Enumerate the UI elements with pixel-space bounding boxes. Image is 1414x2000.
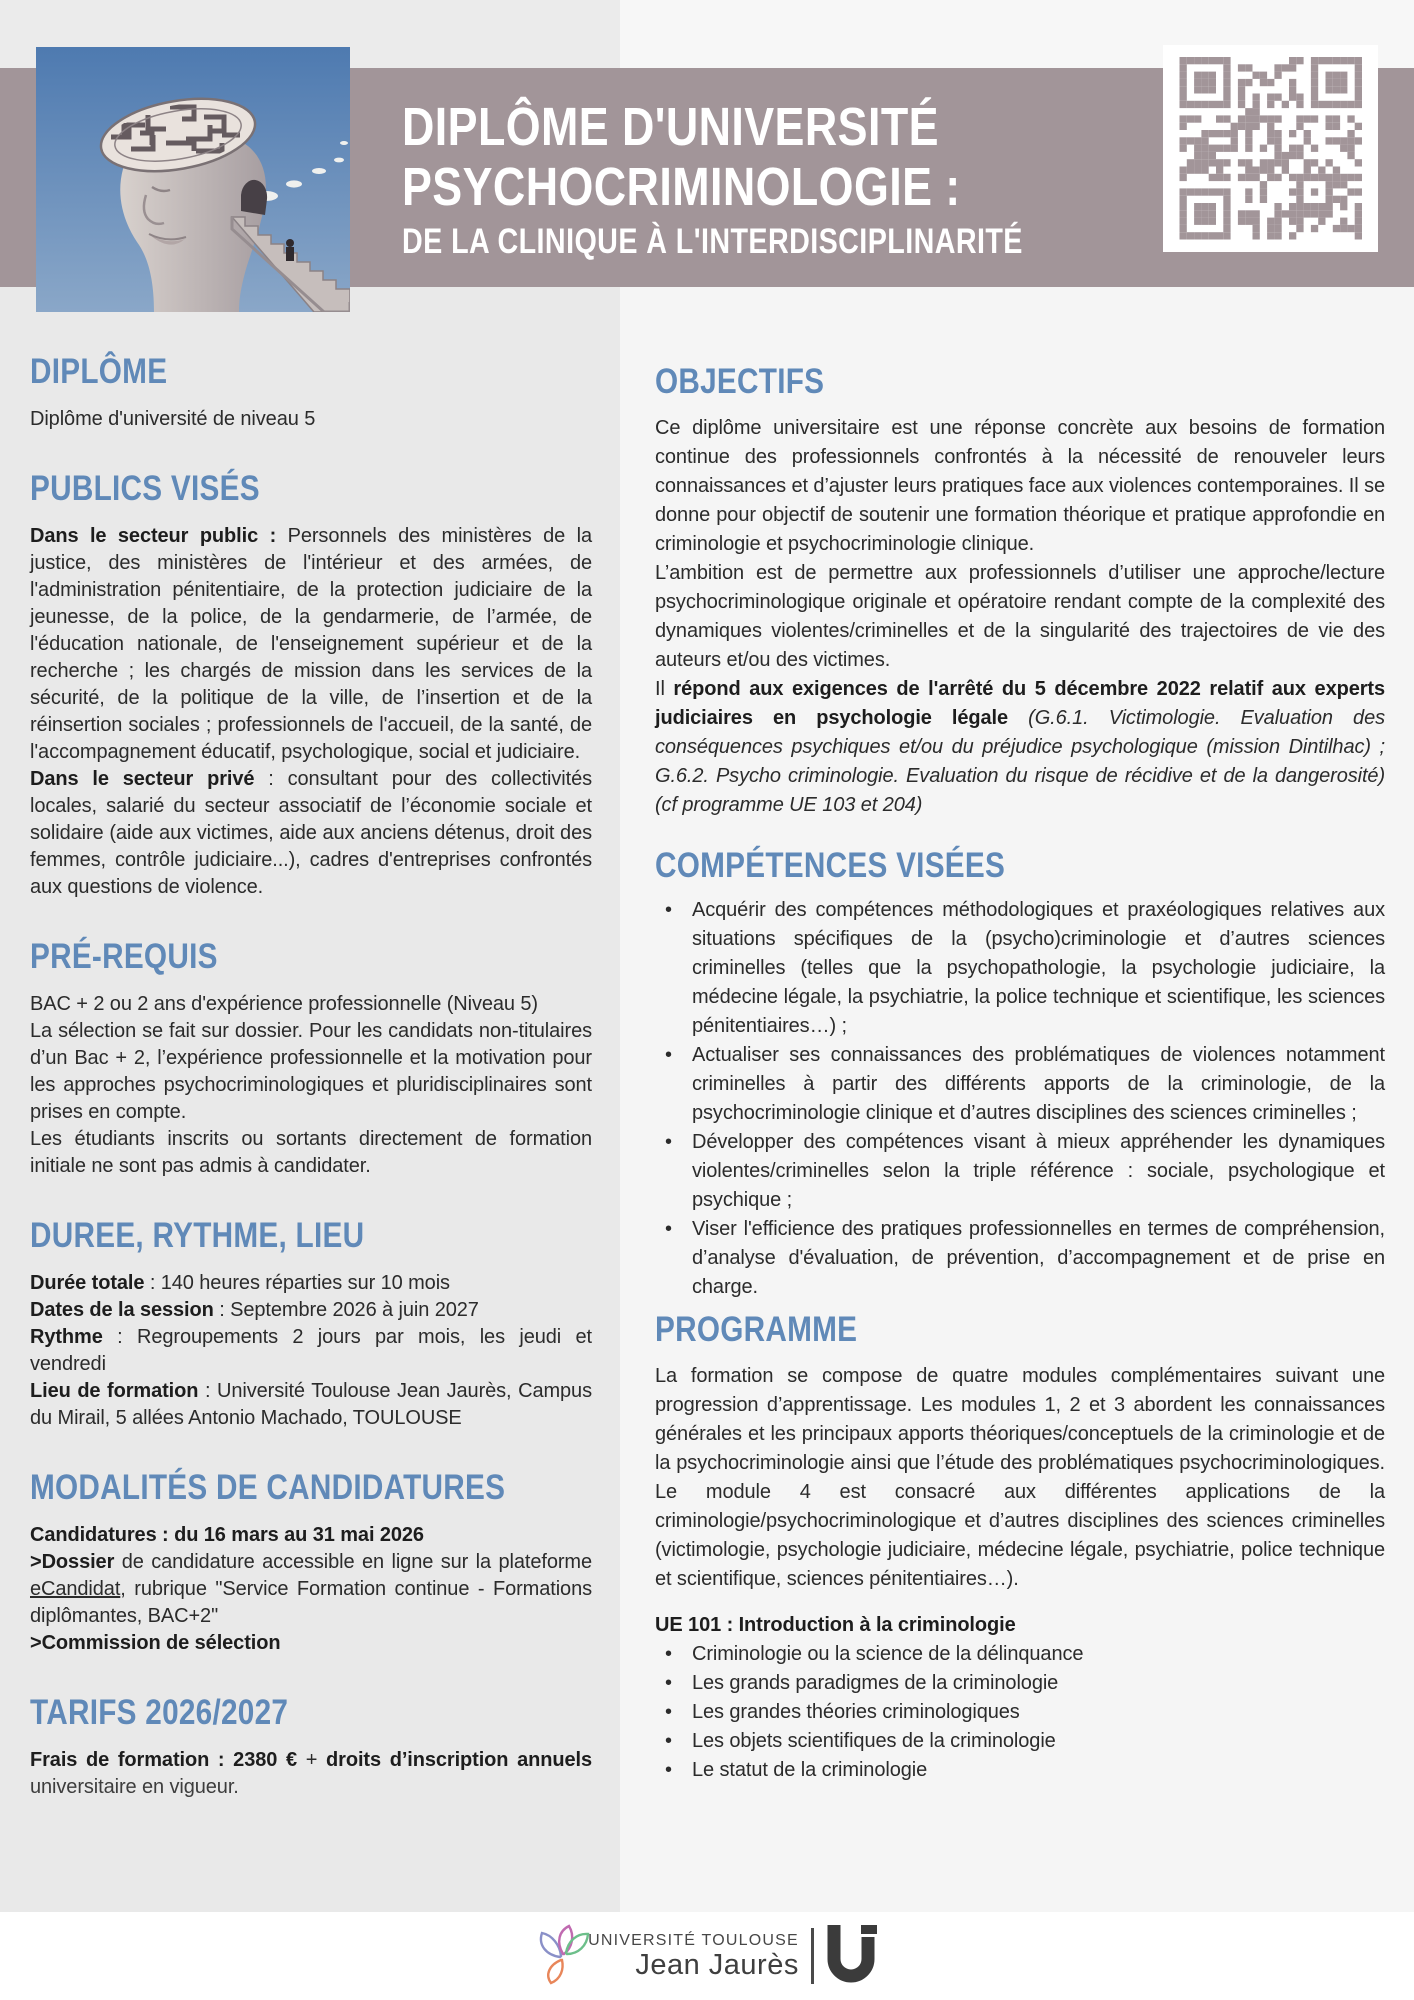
duree-row-rythme: [30, 1324, 592, 1378]
modalites-commission: [30, 1630, 592, 1657]
ecandidat-link[interactable]: eCandidat: [30, 1578, 121, 1600]
tarifs-suite: universitaire en vigueur.: [30, 1776, 239, 1798]
publics-public-label: Dans le secteur public :: [30, 525, 277, 547]
dossier-text: de candidature accessible en ligne sur la plateforme: [114, 1551, 592, 1573]
university-wordmark: [588, 1932, 799, 1980]
objectifs-paragraph2: L’ambition est de permettre aux professionnels d’utiliser une approche/lecture psychocriminologique originale et opératoire rendant compte de la complexité des dynamiques violentes/criminelles et de la singularité des trajectoires de vie des auteurs et/ou des victimes.: [655, 562, 1385, 671]
list-item: • Les objets scientifiques de la criminologie: [655, 1727, 1385, 1756]
list-item: • Développer des compétences visant à mieux appréhender les dynamiques violentes/criminelles selon la triple référence : sociale, psychologique et psychique ;: [655, 1128, 1385, 1215]
qr-code: [1163, 45, 1378, 252]
university-logo: [536, 1923, 878, 1990]
list-item: • Les grands paradigmes de la criminologie: [655, 1669, 1385, 1698]
tarifs-frais: Frais de formation : 2380 €: [30, 1749, 298, 1771]
list-item: • Le statut de la criminologie: [655, 1756, 1385, 1785]
tarifs-plus: +: [297, 1749, 327, 1771]
modalites-dates-text: Candidatures : du 16 mars au 31 mai 2026: [30, 1524, 424, 1546]
modalites-dossier: [30, 1549, 592, 1630]
tarifs-text: [30, 1747, 592, 1801]
objectifs-arrete: répond aux exigences de l'arrêté du 5 décembre 2022 relatif aux experts judiciaires en psychologie légale: [655, 678, 1385, 729]
duree-label: Dates de la session: [30, 1299, 214, 1321]
section-title-publics: PUBLICS VISÉS: [30, 469, 260, 508]
duree-label: Lieu de formation: [30, 1380, 199, 1402]
list-item: • Actualiser ses connaissances des problématiques de violences notamment criminelles à partir des différents apports de la criminologie, de la psychocriminologie clinique et d’autres disciplines des sciences criminelles ;: [655, 1041, 1385, 1128]
maze-head-illustration: [36, 47, 350, 312]
commission-text: >Commission de sélection: [30, 1632, 281, 1654]
university-name-line2: Jean Jaurès: [635, 1949, 799, 1981]
objectifs-paragraph1: Ce diplôme universitaire est une réponse concrète aux besoins de formation continue des professionnels confrontés à la nécessité de renouveler leurs connaissances et d’ajuster leurs pratiques face aux violences contemporaines. Il se donne pour objectif de soutenir une formation théorique et pratique approfondie en criminologie et psychocriminologie clinique.: [655, 417, 1385, 555]
list-item: • Acquérir des compétences méthodologiques et praxéologiques relatives aux situations spécifiques de la (psycho)criminologie et d’autres sciences criminelles (telles que la psychopathologie, la psychologie judiciaire, la médecine légale, la psychiatrie, la police technique et scientifique, les sciences pénitentiaires…) ;: [655, 896, 1385, 1041]
duree-row-dates: [30, 1297, 592, 1324]
logo-divider: [811, 1928, 814, 1984]
objectifs-p3-pre: Il: [655, 678, 674, 700]
publics-prive-label: Dans le secteur privé: [30, 768, 255, 790]
duree-value: : Septembre 2026 à juin 2027: [213, 1299, 479, 1321]
publics-paragraph-prive: [30, 766, 592, 901]
ue101-title: UE 101 : Introduction à la criminologie: [655, 1614, 1016, 1636]
ut-monogram-icon: [824, 1923, 878, 1990]
section-title-prerequis: PRÉ-REQUIS: [30, 937, 218, 976]
dossier-text-suite: , rubrique "Service Formation continue - Formations diplômantes, BAC+2": [30, 1578, 592, 1627]
objectifs-paragraph3: [655, 675, 1385, 820]
section-title-diplome: DIPLÔME: [30, 352, 168, 391]
list-item: • Les grandes théories criminologiques: [655, 1698, 1385, 1727]
section-title-competences: COMPÉTENCES VISÉES: [655, 846, 1006, 885]
list-item: • Criminologie ou la science de la délinquance: [655, 1640, 1385, 1669]
programme-paragraph: La formation se compose de quatre modules complémentaires suivant une progression d’apprentissage. Les modules 1, 2 et 3 abordent les connaissances générales et les principaux apports théoriques/conceptuels de la criminologie et de la psychocriminologie ainsi que l’étude des problématiques psychocriminologiques. Le module 4 est consacré aux différentes applications de la criminologie/psychocriminologique et d’autres disciplines des sciences criminelles (victimologie, psychologie judiciaire, médecine légale, psychiatrie, police technique et scientifique, sciences pénitentiaires…).: [655, 1365, 1385, 1590]
prerequis-line1: BAC + 2 ou 2 ans d'expérience professionnelle (Niveau 5): [30, 993, 538, 1015]
right-column: [620, 0, 1414, 2000]
diplome-text: Diplôme d'université de niveau 5: [30, 408, 316, 430]
competences-list: [655, 896, 1385, 1302]
prerequis-line3: Les étudiants inscrits ou sortants directement de formation initiale ne sont pas admis à candidater.: [30, 1128, 592, 1177]
duree-label: Rythme: [30, 1326, 103, 1348]
objectifs-reference: (G.6.1. Victimologie. Evaluation des conséquences psychiques et/ou du préjudice psychologique (mission Dintilhac) ; G.6.2. Psycho criminologie. Evaluation du risque de récidive et de la dangerosité) (cf programme UE 103 et 204): [655, 707, 1385, 816]
list-item: • Viser l'efficience des pratiques professionnelles en termes de compréhension, d’analyse d'évaluation, de prévention, d’accompagnement et de prise en charge.: [655, 1215, 1385, 1302]
university-name-line1: UNIVERSITÉ TOULOUSE: [588, 1932, 799, 1949]
dossier-label: >Dossier: [30, 1551, 115, 1573]
section-title-tarifs: TARIFS 2026/2027: [30, 1693, 289, 1732]
program-title: [402, 97, 1159, 265]
duree-row-lieu: [30, 1378, 592, 1432]
flower-logo-icon: [536, 1923, 594, 1990]
tarifs-droits: droits d’inscription annuels: [326, 1749, 592, 1771]
duree-value: : 140 heures réparties sur 10 mois: [144, 1272, 450, 1294]
duree-label: Durée totale: [30, 1272, 145, 1294]
prerequis-line2: La sélection se fait sur dossier. Pour les candidats non-titulaires d’un Bac + 2, l’expérience professionnelle et la motivation pour les approches psychocriminologiques et pluridisciplinaires sont prises en compte.: [30, 1020, 592, 1123]
section-title-modalites: MODALITÉS DE CANDIDATURES: [30, 1468, 506, 1507]
footer: [0, 1912, 1414, 2000]
ue101-list: [655, 1640, 1385, 1785]
section-title-objectifs: OBJECTIFS: [655, 362, 825, 401]
publics-paragraph-public: [30, 523, 592, 766]
program-title-line2: PSYCHOCRIMINOLOGIE :: [402, 157, 961, 217]
publics-prive-text: : consultant pour des collectivités locales, salarié du secteur associatif de l’économie sociale et solidaire (aide aux victimes, aide aux anciens détenus, droit des femmes, contrôle judiciaire...), cadres d'entreprises confrontés aux questions de violence.: [30, 768, 592, 898]
program-subtitle: DE LA CLINIQUE À L'INTERDISCIPLINARITÉ: [402, 222, 1023, 261]
section-title-duree: DUREE, RYTHME, LIEU: [30, 1216, 365, 1255]
program-title-line1: DIPLÔME D'UNIVERSITÉ: [402, 97, 939, 157]
publics-public-text: Personnels des ministères de la justice, des ministères de l'intérieur et des armées, de l'administration pénitentiaire, de la protection judiciaire de la jeunesse, de la police, de la gendarmerie, de l’armée, de l'éducation nationale, de l'enseignement supérieur et de la recherche ; les chargés de mission dans les services de la sécurité, de la politique de la ville, de l’insertion et de la réinsertion sociales ; professionnels de l'accueil, de la santé, de l'accompagnement éducatif, psychologique, social et judiciaire.: [30, 525, 592, 763]
duree-value: : Université Toulouse Jean Jaurès, Campus du Mirail, 5 allées Antonio Machado, TOULOUSE: [30, 1380, 592, 1429]
duree-value: : Regroupements 2 jours par mois, les jeudi et vendredi: [30, 1326, 592, 1375]
modalites-dates: [30, 1522, 592, 1549]
duree-row-totale: [30, 1270, 592, 1297]
section-title-programme: PROGRAMME: [655, 1310, 858, 1349]
